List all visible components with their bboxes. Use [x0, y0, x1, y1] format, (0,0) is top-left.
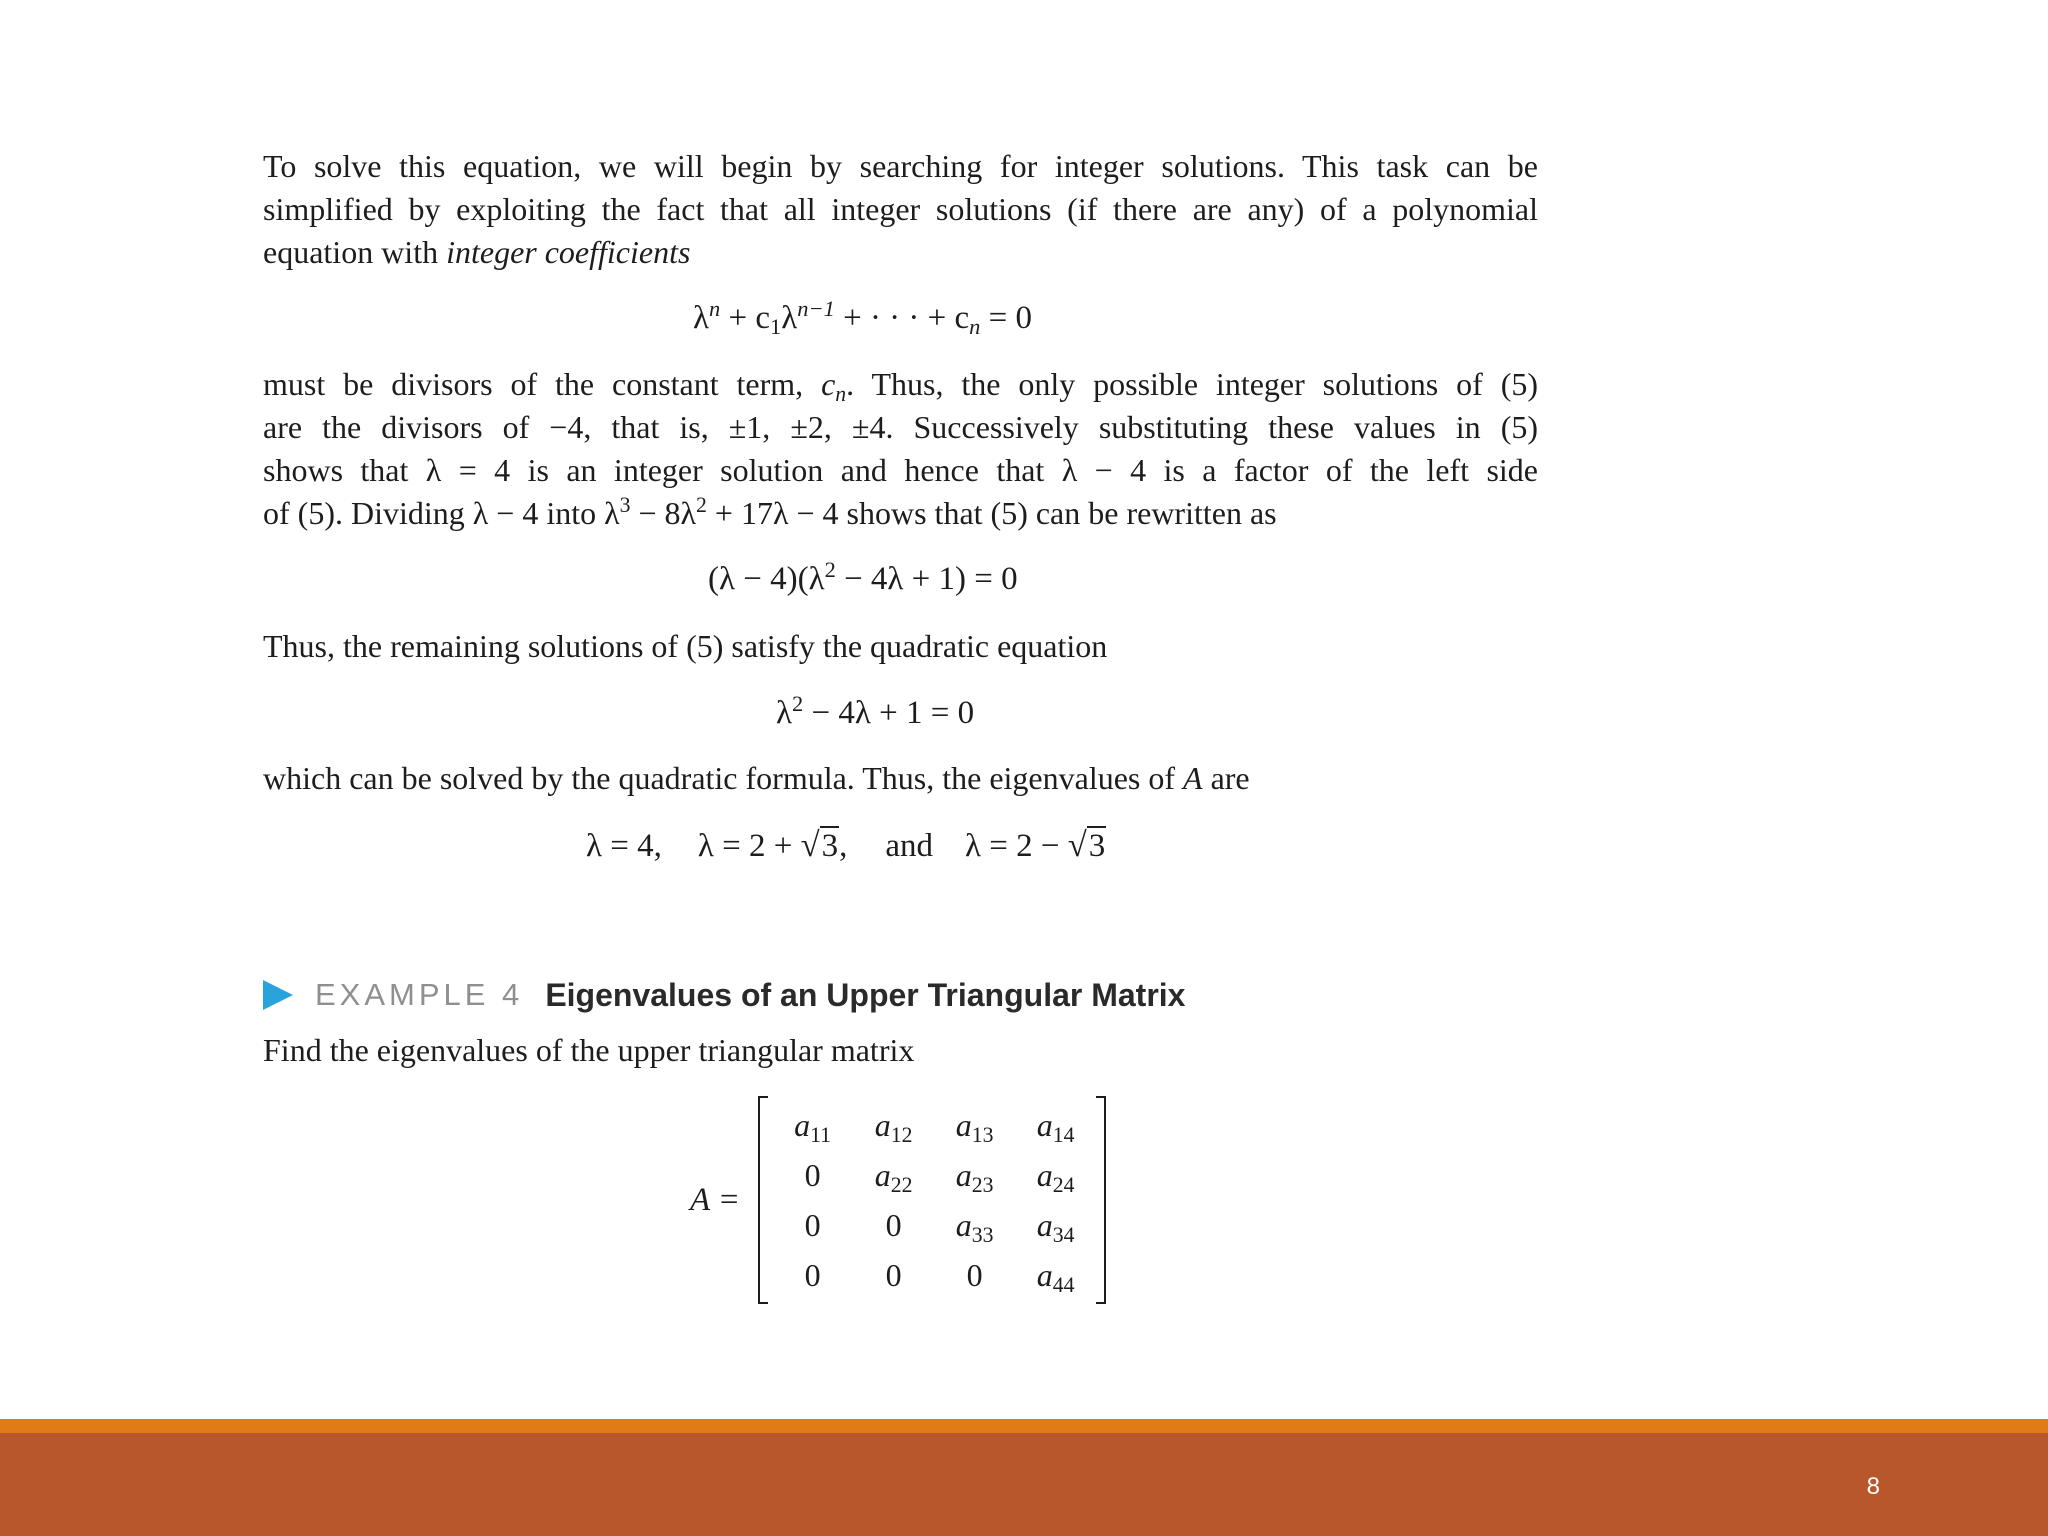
matrix-entry-subscript: 34 — [1052, 1222, 1075, 1247]
math-superscript: 3 — [619, 493, 631, 518]
matrix-entry: a — [955, 1106, 972, 1143]
radical-sign: √ — [1067, 826, 1087, 864]
matrix-entry: a — [1036, 1156, 1053, 1193]
example-prompt — [263, 1029, 1538, 1072]
matrix-lhs: A = — [690, 1181, 741, 1218]
square-root — [1068, 828, 1107, 864]
matrix-entry-subscript: 14 — [1052, 1122, 1075, 1147]
text-run: must be divisors of the constant term, — [263, 366, 822, 402]
matrix-equation — [690, 1096, 1106, 1304]
matrix-cell — [934, 1200, 1015, 1250]
eigenvalue-second — [698, 828, 848, 864]
math-variable: A — [1183, 760, 1203, 796]
eigenvalue-third — [965, 828, 1106, 864]
example-heading — [263, 972, 1185, 1018]
equation-term: = 0 — [980, 300, 1033, 336]
equation-superscript: n — [709, 295, 721, 321]
radicand: 3 — [1088, 828, 1106, 864]
text-line: are the divisors of −4, that is, ±1, ±2, ±4. Successively substituting these values in (5) — [263, 409, 1538, 445]
matrix — [772, 1100, 1096, 1300]
matrix-cell — [1015, 1150, 1096, 1200]
square-root — [801, 828, 840, 864]
matrix-entry: a — [874, 1106, 891, 1143]
text-run: equation with — [263, 234, 447, 270]
equation-superscript: n−1 — [797, 295, 835, 321]
paragraph-quadratic-formula — [263, 757, 1538, 800]
matrix-cell — [934, 1150, 1015, 1200]
matrix-cell — [853, 1250, 934, 1300]
matrix-entry: 0 — [804, 1206, 821, 1243]
text-line — [263, 492, 1538, 535]
matrix-cell — [1015, 1200, 1096, 1250]
matrix-cell — [772, 1250, 853, 1300]
radical-sign: √ — [800, 826, 820, 864]
matrix-entry-subscript: 11 — [810, 1122, 832, 1147]
text-run: . Thus, the only possible integer solutions of (5) — [846, 366, 1539, 402]
matrix-cell — [853, 1200, 934, 1250]
matrix-cell — [853, 1150, 934, 1200]
matrix-cell — [934, 1250, 1015, 1300]
matrix-cell — [772, 1200, 853, 1250]
paragraph-remaining — [263, 625, 1538, 668]
equation-term: λ — [776, 695, 793, 731]
matrix-cell — [772, 1100, 853, 1150]
text-line: Thus, the remaining solutions of (5) satisfy the quadratic equation — [263, 628, 1108, 664]
matrix-entry-subscript: 22 — [890, 1172, 913, 1197]
matrix-cell — [1015, 1100, 1096, 1150]
equation-superscript: 2 — [792, 690, 804, 716]
math-subscript: n — [835, 382, 847, 407]
text-line: shows that λ = 4 is an integer solution and hence that λ − 4 is a factor of the left side — [263, 452, 1538, 488]
equation-term: + c — [720, 300, 770, 336]
equation-term: (λ − 4)(λ — [708, 561, 825, 597]
example-title: Eigenvalues of an Upper Triangular Matrix — [545, 976, 1186, 1013]
text-line — [263, 757, 1538, 800]
matrix-cell — [934, 1100, 1015, 1150]
example-label: EXAMPLE 4 — [315, 977, 524, 1012]
matrix-entry: a — [874, 1156, 891, 1193]
footer-bar — [0, 1433, 2048, 1536]
paragraph-divisors — [263, 363, 1538, 535]
matrix-entry-subscript: 33 — [971, 1222, 994, 1247]
equation-superscript: 2 — [824, 556, 836, 582]
matrix-row — [772, 1100, 1096, 1150]
equation-factored — [708, 556, 1018, 599]
page-number: 8 — [1866, 1473, 1880, 1500]
math-variable: c — [821, 366, 836, 402]
matrix-entry: a — [955, 1206, 972, 1243]
text-run: which can be solved by the quadratic formula. Thus, the eigenvalues of — [263, 760, 1184, 796]
matrix-brackets — [758, 1096, 1106, 1304]
matrix-entry-subscript: 23 — [971, 1172, 994, 1197]
text-run: of (5). Dividing λ − 4 into λ — [263, 495, 620, 531]
matrix-entry: 0 — [885, 1206, 902, 1243]
matrix-entry-subscript: 13 — [971, 1122, 994, 1147]
matrix-entry: a — [955, 1156, 972, 1193]
matrix-cell — [1015, 1250, 1096, 1300]
text-line — [263, 363, 1538, 406]
matrix-entry: a — [1036, 1206, 1053, 1243]
matrix-entry: 0 — [885, 1256, 902, 1293]
equation-quadratic — [776, 690, 975, 733]
matrix-entry-subscript: 44 — [1052, 1272, 1075, 1297]
matrix-row — [772, 1250, 1096, 1300]
text-line: To solve this equation, we will begin by searching for integer solutions. This task can be — [263, 148, 1538, 184]
matrix-entry-subscript: 24 — [1052, 1172, 1075, 1197]
matrix-entry: a — [1036, 1256, 1053, 1293]
text-line: simplified by exploiting the fact that all integer solutions (if there are any) of a polynomial — [263, 191, 1538, 227]
math-superscript: 2 — [696, 493, 707, 518]
equation-term: + · · · + c — [834, 300, 970, 336]
paragraph-intro — [263, 145, 1538, 274]
matrix-entry: 0 — [804, 1156, 821, 1193]
text-line: Find the eigenvalues of the upper triangular matrix — [263, 1032, 915, 1068]
matrix-entry: a — [794, 1106, 811, 1143]
conjunction-and: and — [885, 828, 934, 864]
matrix-entry: 0 — [966, 1256, 983, 1293]
matrix-cell — [853, 1100, 934, 1150]
matrix-row — [772, 1150, 1096, 1200]
equation-term: − 4λ + 1 = 0 — [803, 695, 975, 731]
matrix-entry-subscript: 12 — [890, 1122, 913, 1147]
text-run: are — [1202, 760, 1250, 796]
equation-eigenvalues — [586, 825, 1106, 866]
equation-subscript: 1 — [770, 314, 782, 340]
equation-term: λ — [693, 300, 710, 336]
text-line — [263, 231, 1538, 274]
text-run: + 17λ − 4 shows that (5) can be rewritten as — [706, 495, 1277, 531]
equation-term: , — [839, 828, 848, 864]
radicand: 3 — [821, 828, 839, 864]
footer-stripe — [0, 1419, 2048, 1433]
matrix-row — [772, 1200, 1096, 1250]
emphasis-text: integer coefficients — [446, 234, 691, 270]
equation-term: λ — [781, 300, 798, 336]
equation-term: λ = 2 + — [697, 828, 801, 864]
text-run: − 8λ — [630, 495, 697, 531]
eigenvalue-first: λ = 4, — [586, 828, 662, 864]
play-icon — [263, 980, 293, 1010]
equation-term: λ = 2 − — [965, 828, 1068, 864]
matrix-entry: 0 — [804, 1256, 821, 1293]
equation-subscript: n — [969, 314, 981, 340]
equation-polynomial — [693, 295, 1033, 340]
matrix-cell — [772, 1150, 853, 1200]
matrix-entry: a — [1036, 1106, 1053, 1143]
equation-term: − 4λ + 1) = 0 — [835, 561, 1018, 597]
